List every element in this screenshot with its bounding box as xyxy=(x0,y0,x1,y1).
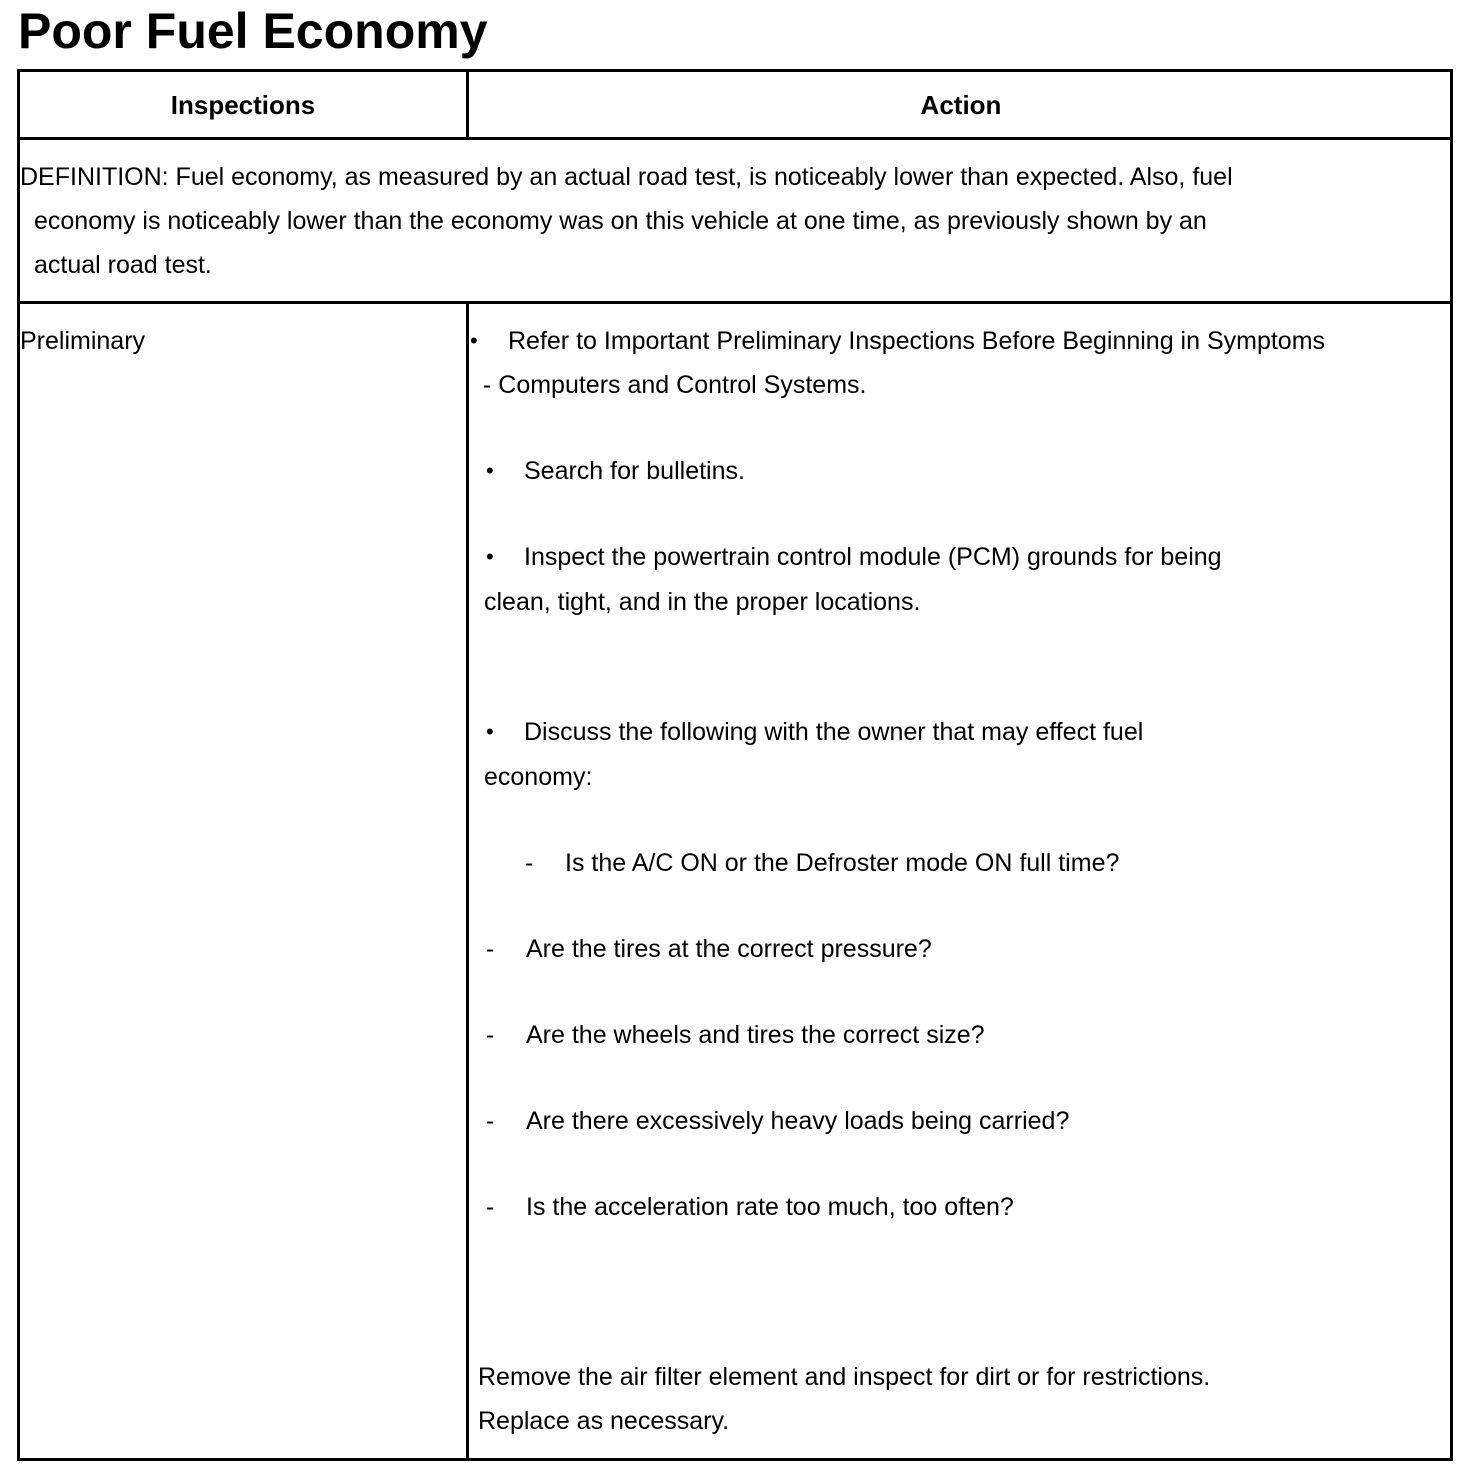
page-title: Poor Fuel Economy xyxy=(18,3,488,59)
definition-divider xyxy=(17,301,1453,304)
inspection-preliminary: Preliminary xyxy=(20,327,146,355)
action-air-filter-line-1: Remove the air filter element and inspect for dirt or for restrictions. xyxy=(478,1363,1211,1391)
question-wheels: Are the wheels and tires the correct size? xyxy=(526,1021,985,1049)
action-refer-line-1: Refer to Important Preliminary Inspections Before Beginning in Symptoms xyxy=(508,327,1326,355)
action-search-bulletins: Search for bulletins. xyxy=(524,457,745,485)
dash-icon: - xyxy=(486,1107,495,1135)
definition-line-1: DEFINITION: Fuel economy, as measured by an actual road test, is noticeably lower than expected. Also, fuel xyxy=(20,163,1233,191)
question-acceleration: Is the acceleration rate too much, too often? xyxy=(526,1193,1014,1221)
dash-icon: - xyxy=(486,1021,495,1049)
body-column-divider xyxy=(466,301,469,1461)
question-ac: Is the A/C ON or the Defroster mode ON full time? xyxy=(565,849,1120,877)
header-action: Action xyxy=(920,90,1002,120)
question-tires: Are the tires at the correct pressure? xyxy=(526,935,932,963)
bullet-icon: • xyxy=(486,544,494,569)
dash-icon: - xyxy=(525,849,534,877)
question-loads: Are there excessively heavy loads being carried? xyxy=(526,1107,1070,1135)
table-frame xyxy=(17,69,1453,1461)
action-inspect-line-2: clean, tight, and in the proper locations. xyxy=(484,588,921,616)
bullet-icon: • xyxy=(486,719,494,744)
action-air-filter-line-2: Replace as necessary. xyxy=(478,1407,730,1435)
dash-icon: - xyxy=(486,1193,495,1221)
dash-icon: - xyxy=(486,935,495,963)
definition-line-2: economy is noticeably lower than the economy was on this vehicle at one time, as previously shown by an xyxy=(34,207,1207,235)
action-discuss-line-2: economy: xyxy=(484,763,593,791)
header-divider xyxy=(17,137,1453,140)
action-refer-line-2: - Computers and Control Systems. xyxy=(483,371,867,399)
bullet-icon: • xyxy=(470,328,478,353)
definition-line-3: actual road test. xyxy=(34,251,212,279)
action-discuss-line-1: Discuss the following with the owner that may effect fuel xyxy=(524,718,1144,746)
header-inspections: Inspections xyxy=(170,90,316,120)
bullet-icon: • xyxy=(486,458,494,483)
action-inspect-line-1: Inspect the powertrain control module (PCM) grounds for being xyxy=(524,543,1222,571)
